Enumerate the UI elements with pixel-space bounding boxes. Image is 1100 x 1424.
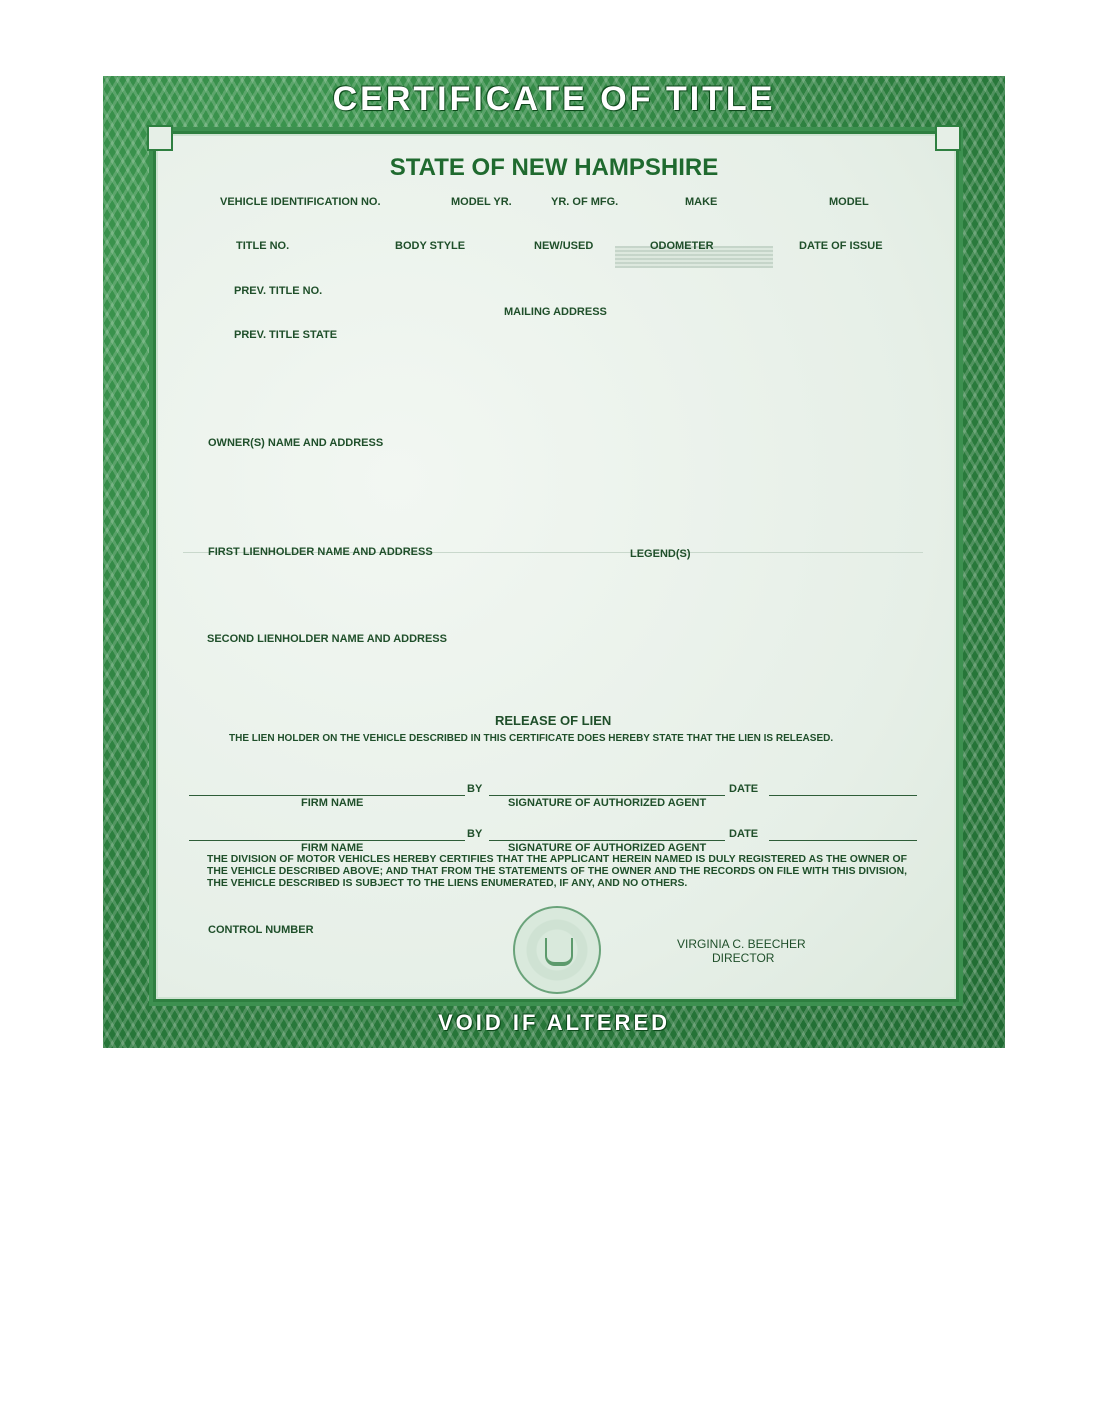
date-line-2 xyxy=(769,840,917,841)
previous-title-number-label: PREV. TITLE NO. xyxy=(234,285,323,297)
director-name: VIRGINIA C. BEECHER xyxy=(677,937,806,951)
owners-label: OWNER(S) NAME AND ADDRESS xyxy=(208,437,384,449)
signature-line-1 xyxy=(489,795,725,796)
signature-caption-1: SIGNATURE OF AUTHORIZED AGENT xyxy=(508,797,707,809)
mailing-address-label: MAILING ADDRESS xyxy=(504,306,607,318)
state-seal xyxy=(513,906,601,994)
title-number-label: TITLE NO. xyxy=(236,240,290,252)
corner-ornament-top-left xyxy=(147,125,173,151)
corner-ornament-top-right xyxy=(935,125,961,151)
state-title: STATE OF NEW HAMPSHIRE xyxy=(389,154,719,181)
date-label-2: DATE xyxy=(729,828,759,840)
date-label-1: DATE xyxy=(729,783,759,795)
firm-name-caption-2: FIRM NAME xyxy=(301,842,364,854)
model-label: MODEL xyxy=(829,196,869,208)
by-label-2: BY xyxy=(467,828,483,840)
certificate-banner: CERTIFICATE OF TITLE xyxy=(332,80,776,118)
body-style-label: BODY STYLE xyxy=(395,240,466,252)
legends-label: LEGEND(S) xyxy=(630,548,691,560)
firm-name-line-2 xyxy=(189,840,465,841)
signature-line-2 xyxy=(489,840,725,841)
make-label: MAKE xyxy=(685,196,718,208)
release-of-lien-heading: RELEASE OF LIEN xyxy=(495,713,612,728)
first-lienholder-label: FIRST LIENHOLDER NAME AND ADDRESS xyxy=(208,546,433,558)
second-lienholder-label: SECOND LIENHOLDER NAME AND ADDRESS xyxy=(207,633,447,645)
director-title: DIRECTOR xyxy=(712,951,775,965)
new-used-label: NEW/USED xyxy=(534,240,594,252)
firm-name-line-1 xyxy=(189,795,465,796)
control-number-label: CONTROL NUMBER xyxy=(208,924,314,936)
release-statement: THE LIEN HOLDER ON THE VEHICLE DESCRIBED IN THIS CERTIFICATE DOES HEREBY STATE THAT THE LIEN IS RELEASED. xyxy=(229,733,834,744)
ship-icon xyxy=(545,938,573,966)
previous-title-state-label: PREV. TITLE STATE xyxy=(234,329,338,341)
firm-name-caption-1: FIRM NAME xyxy=(301,797,364,809)
signature-caption-2: SIGNATURE OF AUTHORIZED AGENT xyxy=(508,842,707,854)
by-label-1: BY xyxy=(467,783,483,795)
certificate-of-title xyxy=(103,76,1005,1048)
vin-label: VEHICLE IDENTIFICATION NO. xyxy=(220,196,381,208)
date-of-issue-label: DATE OF ISSUE xyxy=(799,240,883,252)
void-if-altered-banner: VOID IF ALTERED xyxy=(438,1010,670,1035)
odometer-label: ODOMETER xyxy=(650,240,714,252)
date-line-1 xyxy=(769,795,917,796)
certification-statement: THE DIVISION OF MOTOR VEHICLES HEREBY CERTIFIES THAT THE APPLICANT HEREIN NAMED IS DULY REGISTERED AS THE OWNER OF THE VEHICLE DESCRIBED ABOVE; AND THAT FROM THE STATEMENTS OF THE OWNER AND THE RECORDS ON FILE WITH THIS DIVISION, THE VEHICLE DESCRIBED IS SUBJECT TO THE LIENS ENUMERATED, IF ANY, AND NO OTHERS. xyxy=(207,854,907,889)
year-of-manufacture-label: YR. OF MFG. xyxy=(551,196,619,208)
model-year-label: MODEL YR. xyxy=(451,196,512,208)
